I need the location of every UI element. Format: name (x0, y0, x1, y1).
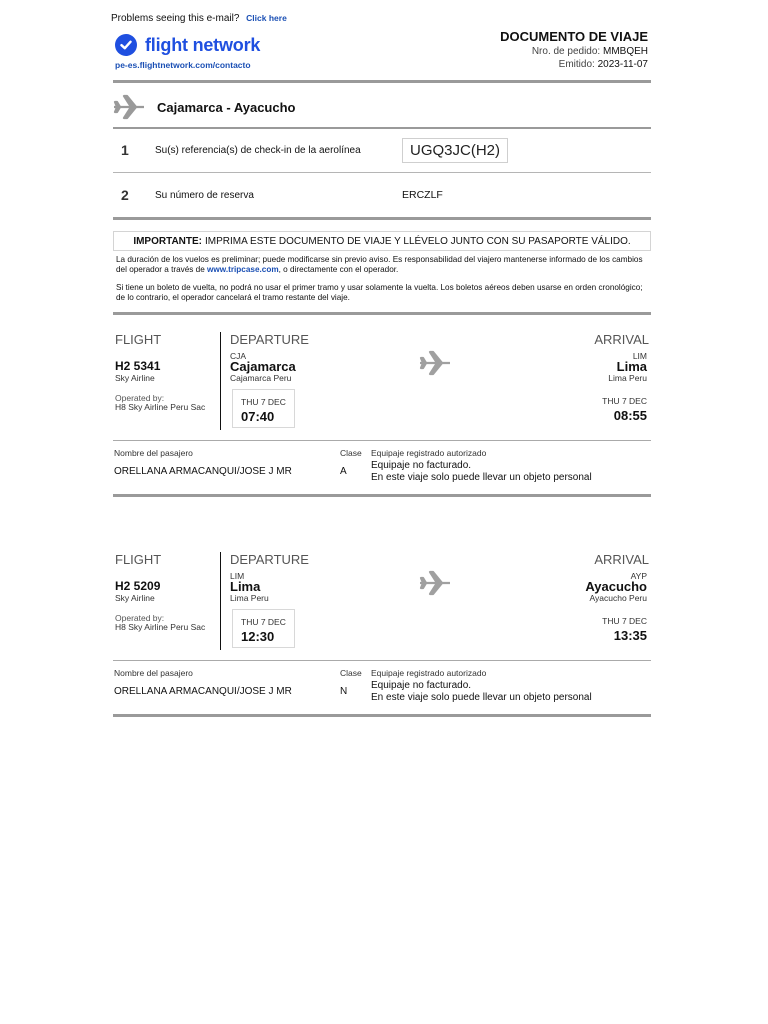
baggage-line-2: En este viaje solo puede llevar un objeto personal (371, 472, 592, 483)
column-divider (220, 332, 221, 430)
reference-label: Su número de reserva (155, 189, 254, 201)
arrival-label: ARRIVAL (594, 332, 649, 347)
divider (113, 660, 651, 661)
departure-code: LIM (230, 571, 245, 581)
arrival-city: Ayacucho (585, 579, 647, 594)
departure-country: Cajamarca Peru (230, 373, 292, 383)
brand-name: flight network (145, 34, 261, 55)
arrival-time: 13:35 (613, 628, 647, 643)
reference-label: Su(s) referencia(s) de check-in de la aerolínea (155, 144, 361, 156)
departure-country: Lima Peru (230, 593, 269, 603)
booking-number-row (113, 173, 651, 217)
reference-number: 1 (121, 142, 129, 158)
baggage-line-1: Equipaje no facturado. (371, 460, 472, 471)
problem-text: Problems seeing this e-mail? (111, 13, 240, 24)
booking-number-value: ERCZLF (402, 189, 443, 201)
divider (113, 494, 651, 497)
column-divider (220, 552, 221, 650)
departure-time-box (232, 609, 295, 648)
fare-class: N (340, 686, 348, 697)
flight-label: FLIGHT (115, 332, 162, 347)
departure-time: 12:30 (241, 629, 275, 644)
arrival-date: THU 7 DEC (602, 616, 647, 626)
baggage-line-2: En este viaje solo puede llevar un objeto personal (371, 692, 592, 703)
flight-network-logo[interactable] (115, 33, 260, 57)
checkin-reference-value: UGQ3JC(H2) (402, 138, 508, 163)
important-label: IMPORTANTE: (133, 235, 203, 247)
fare-class: A (340, 466, 347, 477)
arrival-city: Lima (616, 359, 647, 374)
click-here-link[interactable]: Click here (246, 13, 287, 23)
route-header (113, 90, 651, 124)
duration-note (116, 255, 650, 274)
class-header: Clase (340, 668, 362, 678)
passenger-name: ORELLANA ARMACANQUI/JOSE J MR (114, 686, 292, 697)
document-header (500, 29, 648, 70)
divider (113, 440, 651, 441)
departure-label: DEPARTURE (230, 552, 309, 567)
arrival-code: AYP (630, 571, 647, 581)
departure-code: CJA (230, 351, 247, 361)
issued-date (500, 59, 648, 70)
arrival-country: Ayacucho Peru (589, 593, 647, 603)
contact-link[interactable]: pe-es.flightnetwork.com/contacto (115, 60, 251, 70)
departure-city: Lima (230, 579, 261, 594)
flight-label: FLIGHT (115, 552, 162, 567)
operator-name: H8 Sky Airline Peru Sac (115, 622, 206, 632)
arrival-label: ARRIVAL (594, 552, 649, 567)
order-label: Nro. de pedido: (531, 46, 601, 57)
important-text: IMPRIMA ESTE DOCUMENTO DE VIAJE Y LLÉVELO JUNTO CON SU PASAPORTE VÁLIDO. (205, 235, 631, 247)
divider (113, 80, 651, 83)
passenger-header: Nombre del pasajero (114, 668, 193, 678)
important-notice (113, 231, 651, 251)
flight-number: H2 5209 (115, 579, 161, 593)
arrival-time: 08:55 (613, 408, 647, 423)
operated-by-label: Operated by: (115, 393, 165, 403)
order-value: MMBQEH (603, 46, 648, 57)
issued-label: Emitido: (558, 59, 595, 70)
airplane-icon (113, 94, 145, 120)
operated-by-label: Operated by: (115, 613, 165, 623)
airplane-icon (419, 350, 451, 376)
arrival-country: Lima Peru (608, 373, 647, 383)
departure-time: 07:40 (241, 409, 275, 424)
route-title: Cajamarca - Ayacucho (157, 99, 296, 115)
issued-value: 2023-11-07 (597, 59, 648, 70)
order-number (500, 46, 648, 57)
airline-name: Sky Airline (115, 593, 155, 603)
note-text: La duración de los vuelos es preliminar; puede modificarse sin previo aviso. Es responsabilidad del viajero mantenerse informado de los cambios del operador a través de (116, 255, 643, 274)
flight-number: H2 5341 (115, 359, 161, 373)
arrival-code: LIM (632, 351, 647, 361)
check-logo-icon (115, 34, 137, 56)
document-title: DOCUMENTO DE VIAJE (500, 29, 648, 44)
baggage-line-1: Equipaje no facturado. (371, 680, 472, 691)
baggage-header: Equipaje registrado autorizado (371, 448, 487, 458)
problem-notice (111, 13, 287, 24)
divider (113, 217, 651, 220)
divider (113, 312, 651, 315)
checkin-reference-row (113, 128, 651, 172)
departure-city: Cajamarca (230, 359, 296, 374)
departure-date: THU 7 DEC (241, 617, 286, 627)
passenger-name: ORELLANA ARMACANQUI/JOSE J MR (114, 466, 292, 477)
passenger-header: Nombre del pasajero (114, 448, 193, 458)
reference-number: 2 (121, 187, 129, 203)
departure-time-box (232, 389, 295, 428)
airline-name: Sky Airline (115, 373, 155, 383)
operator-name: H8 Sky Airline Peru Sac (115, 402, 206, 412)
return-ticket-note: Si tiene un boleto de vuelta, no podrá no usar el primer tramo y usar solamente la vuelta. Los boletos aéreos deben usarse en orden cronológico; de lo contrario, el operador cancelará el tramo restante del viaje. (116, 283, 643, 302)
departure-label: DEPARTURE (230, 332, 309, 347)
note-text: , o directamente con el operador. (278, 264, 399, 274)
divider (113, 714, 651, 717)
airplane-icon (419, 570, 451, 596)
tripcase-link[interactable]: www.tripcase.com (207, 264, 279, 274)
arrival-date: THU 7 DEC (602, 396, 647, 406)
departure-date: THU 7 DEC (241, 397, 286, 407)
baggage-header: Equipaje registrado autorizado (371, 668, 487, 678)
class-header: Clase (340, 448, 362, 458)
